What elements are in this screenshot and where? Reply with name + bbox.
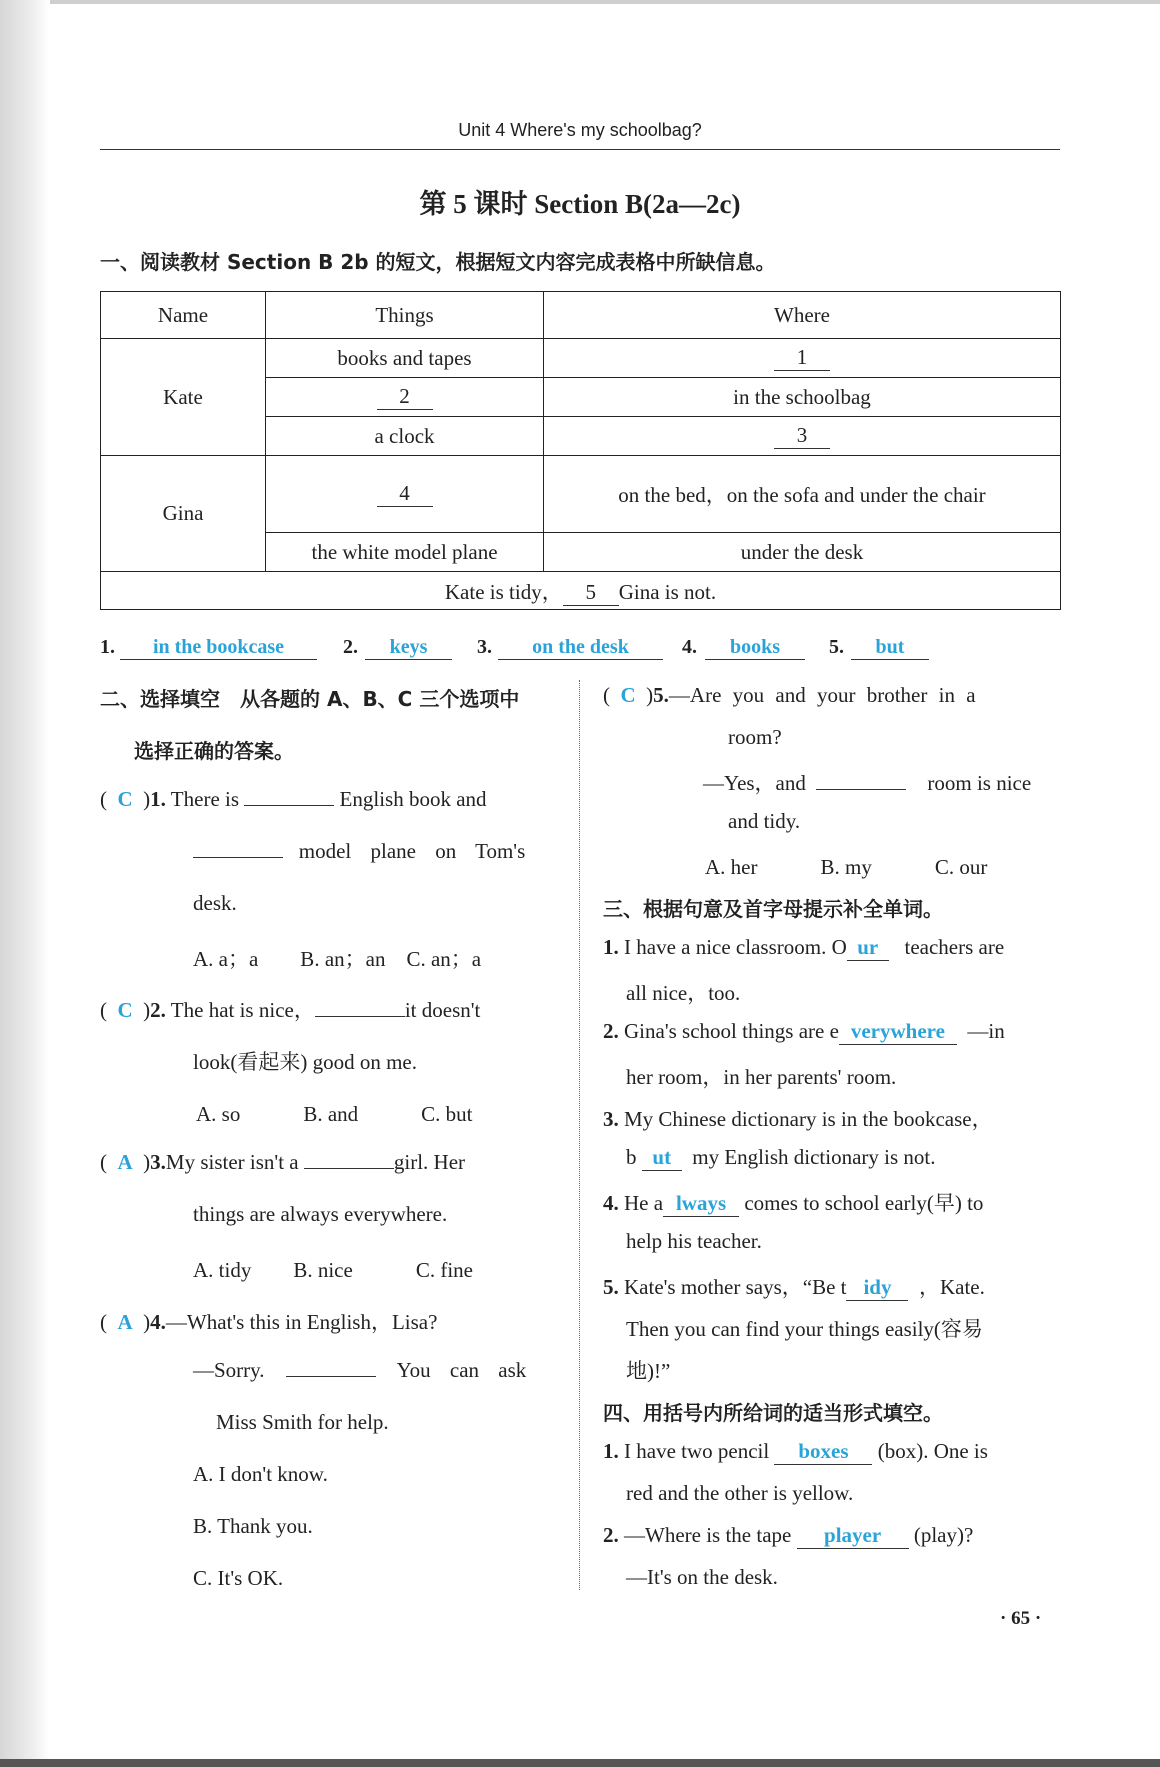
blank-2: 2 bbox=[377, 384, 433, 410]
q4-option-a: A. I don't know. bbox=[193, 1462, 328, 1486]
p3-s4-line2: help his teacher. bbox=[626, 1229, 762, 1253]
p3-s5-line2: Then you can find your things easily(容易 bbox=[626, 1317, 983, 1341]
p3-s5-line3: 地)!” bbox=[626, 1359, 671, 1383]
name-gina: Gina bbox=[101, 456, 266, 572]
fill-answer: lways bbox=[663, 1191, 739, 1217]
p3-s2-line1: 2. Gina's school things are e verywhere —in bbox=[603, 1019, 1005, 1043]
blank bbox=[286, 1376, 376, 1377]
part2-heading-2: 选择正确的答案。 bbox=[134, 739, 294, 763]
q4-option-c: C. It's OK. bbox=[193, 1566, 284, 1590]
q5-line4: and tidy. bbox=[728, 809, 801, 833]
q5-line2: room? bbox=[728, 725, 782, 749]
q2-line1: ( C )2. The hat is nice， it doesn't bbox=[100, 998, 481, 1022]
q3-line1: ( A )3.My sister isn't a girl. Her bbox=[100, 1150, 466, 1174]
fill-answer: player bbox=[797, 1523, 909, 1549]
cell: the white model plane bbox=[266, 533, 544, 572]
column-divider bbox=[579, 680, 580, 1590]
cell: books and tapes bbox=[266, 339, 544, 378]
p3-s2-line2: her room，in her parents' room. bbox=[626, 1065, 897, 1089]
blank-1: 1 bbox=[774, 345, 830, 371]
part1-heading: 一、阅读教材 Section B 2b 的短文，根据短文内容完成表格中所缺信息。 bbox=[100, 250, 776, 274]
answer-num: 3. bbox=[477, 636, 492, 658]
bottom-edge bbox=[0, 1759, 1160, 1767]
answer-num: 1. bbox=[100, 636, 115, 658]
cell-blank-3 bbox=[544, 417, 1061, 456]
q4-answer: A bbox=[117, 1310, 133, 1334]
p4-s2-line2: —It's on the desk. bbox=[626, 1565, 778, 1589]
fill-answer: ut bbox=[642, 1145, 682, 1171]
answer-fill: keys bbox=[365, 636, 452, 660]
answer-num: 2. bbox=[343, 636, 358, 658]
blank-5: 5 bbox=[563, 580, 619, 606]
q2-answer: C bbox=[117, 998, 133, 1022]
answer-fill: in the bookcase bbox=[120, 636, 317, 660]
p3-s1-line2: all nice，too. bbox=[626, 981, 741, 1005]
part4-heading: 四、用括号内所给词的适当形式填空。 bbox=[603, 1401, 943, 1425]
lesson-title: 第 5 课时 Section B(2a—2c) bbox=[419, 189, 741, 219]
cell-blank-4 bbox=[266, 456, 544, 533]
p4-s1-line2: red and the other is yellow. bbox=[626, 1481, 854, 1505]
answer-num: 4. bbox=[682, 636, 697, 658]
q3-options: A. tidy B. nice C. fine bbox=[193, 1258, 473, 1282]
q1-answer: C bbox=[117, 787, 133, 811]
summary-row: Kate is tidy， 5 Gina is not. bbox=[101, 572, 1061, 610]
cell: a clock bbox=[266, 417, 544, 456]
col-name: Name bbox=[101, 292, 266, 339]
p3-s1-line1: 1. I have a nice classroom. O ur teachers are bbox=[603, 935, 1005, 959]
p3-s4-line1: 4. He a lways comes to school early(早) to bbox=[603, 1191, 984, 1215]
q5-line3: —Yes，and room is nice bbox=[703, 771, 1032, 795]
cell-blank-2 bbox=[266, 378, 544, 417]
q2-line2: look(看起来) good on me. bbox=[193, 1050, 417, 1074]
page-number: · 65 · bbox=[1000, 1608, 1042, 1629]
blank-4: 4 bbox=[377, 481, 433, 507]
q5-line1: ( C )5.—Are you and your brother in a bbox=[603, 683, 976, 707]
q3-answer: A bbox=[117, 1150, 133, 1174]
col-where: Where bbox=[544, 292, 1061, 339]
q4-line3: Miss Smith for help. bbox=[216, 1410, 389, 1434]
blank-3: 3 bbox=[774, 423, 830, 449]
cell: in the schoolbag bbox=[544, 378, 1061, 417]
cell-blank-1 bbox=[544, 339, 1061, 378]
blank bbox=[816, 789, 906, 790]
fill-answer: verywhere bbox=[839, 1019, 957, 1045]
answer-fill: on the desk bbox=[498, 636, 663, 660]
p4-s2-line1: 2. —Where is the tape player (play)? bbox=[603, 1523, 974, 1547]
page-shadow bbox=[0, 0, 50, 1767]
p4-s1-line1: 1. I have two pencil boxes (box). One is bbox=[603, 1439, 988, 1463]
answer-num: 5. bbox=[829, 636, 844, 658]
q5-options: A. her B. my C. our bbox=[705, 855, 988, 879]
p3-s5-line1: 5. Kate's mother says，“Be t idy ，Kate. bbox=[603, 1275, 985, 1299]
col-things: Things bbox=[266, 292, 544, 339]
name-kate: Kate bbox=[101, 339, 266, 456]
top-edge bbox=[0, 0, 1160, 4]
p3-s3-line1: 3. My Chinese dictionary is in the bookcase， bbox=[603, 1107, 993, 1131]
blank bbox=[315, 1016, 405, 1017]
unit-header: Unit 4 Where's my schoolbag? bbox=[458, 120, 702, 140]
q1-options: A. a；a B. an；an C. an；a bbox=[193, 947, 482, 971]
q4-line1: ( A )4.—What's this in English，Lisa? bbox=[100, 1310, 438, 1334]
q1-line2: model plane on Tom's bbox=[193, 839, 525, 864]
blank bbox=[304, 1168, 394, 1169]
info-table bbox=[100, 291, 1061, 610]
part3-heading: 三、根据句意及首字母提示补全单词。 bbox=[603, 897, 943, 921]
fill-answer: boxes bbox=[774, 1439, 872, 1465]
blank bbox=[244, 805, 334, 806]
q4-line2: —Sorry. You can ask bbox=[193, 1358, 527, 1382]
q5-answer: C bbox=[620, 683, 636, 707]
answer-fill: but bbox=[851, 636, 929, 660]
q3-line2: things are always everywhere. bbox=[193, 1202, 448, 1226]
part2-heading: 二、选择填空 从各题的 A、B、C 三个选项中 bbox=[100, 687, 520, 711]
q4-option-b: B. Thank you. bbox=[193, 1514, 313, 1538]
q1-line1: ( C )1. There is English book and bbox=[100, 787, 487, 811]
fill-answer: idy bbox=[846, 1275, 908, 1301]
q1-line3: desk. bbox=[193, 891, 237, 915]
q2-options: A. so B. and C. but bbox=[196, 1102, 473, 1126]
blank bbox=[193, 857, 283, 858]
p3-s3-line2: b ut my English dictionary is not. bbox=[626, 1145, 936, 1169]
cell: on the bed，on the sofa and under the chair bbox=[544, 456, 1061, 533]
answer-fill: books bbox=[705, 636, 805, 660]
header-rule bbox=[100, 149, 1060, 150]
fill-answer: ur bbox=[847, 935, 889, 961]
cell: under the desk bbox=[544, 533, 1061, 572]
